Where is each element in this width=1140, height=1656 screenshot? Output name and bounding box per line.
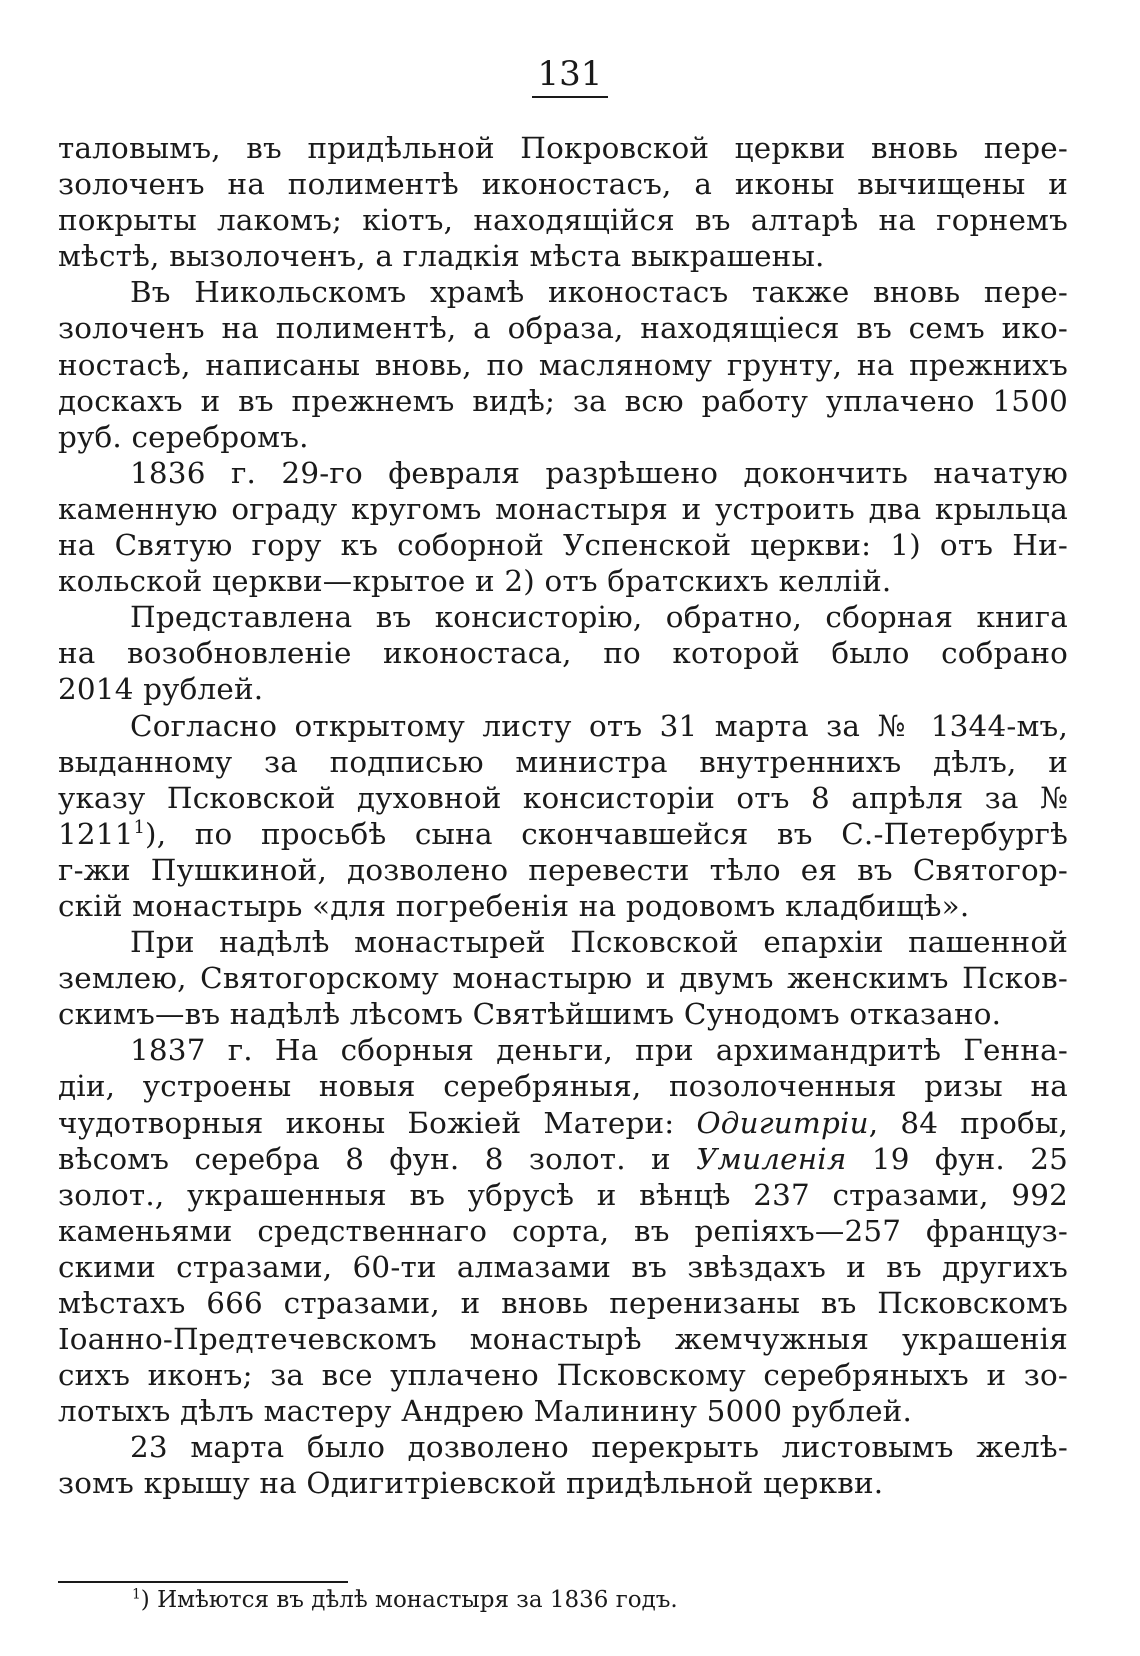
text-line: Согласно открытому листу отъ 31 марта за № 1344-мъ, [130,708,1068,743]
text-line: ностасѣ, написаны вновь, по масляному грунту, на прежнихъ [58,347,1068,382]
text-line: доскахъ и въ прежнемъ видѣ; за всю работу уплачено 1500 [58,383,1068,418]
footnote [132,1584,932,1616]
text-line [58,816,1068,852]
text-line: скій монастырь «для погребенія на родовомъ кладбищѣ». [58,888,970,923]
text-line: покрыты лакомъ; кіотъ, находящійся въ алтарѣ на горнемъ [58,203,1068,238]
text-fragment: ), по просьбѣ сына скончавшейся въ С.-Петербургѣ [145,816,1068,851]
text-line: каменную ограду кругомъ монастыря и устроить два крыльца [58,491,1068,526]
text-line: золоченъ на полиментѣ иконостасъ, а иконы вычищены и [58,167,1068,202]
text-line: 1837 г. На сборныя деньги, при архимандритѣ Генна- [130,1033,1068,1068]
text-line: 23 марта было дозволено перекрыть листовымъ желѣ- [130,1430,1068,1465]
text-line [58,1105,1068,1141]
text-line: г-жи Пушкиной, дозволено перевести тѣло ея въ Святогор- [58,852,1068,887]
footnote-divider [58,1581,348,1583]
text-line: на возобновленіе иконостаса, по которой было собрано [58,636,1068,671]
text-fragment: 19 фун. 25 [846,1141,1068,1176]
text-line: скимъ—въ надѣлѣ лѣсомъ Святѣйшимъ Сунодомъ отказано. [58,997,1002,1032]
text-line: діи, устроены новыя серебряныя, позолоченныя ризы на [58,1069,1068,1104]
text-line: скими стразами, 60-ти алмазами въ звѣздахъ и въ другихъ [58,1249,1068,1284]
text-fragment: вѣсомъ серебра 8 фун. 8 золот. и [58,1141,697,1176]
text-line: 2014 рублей. [58,672,264,707]
text-line: каменьями средственнаго сорта, въ репіяхъ—257 францyз- [58,1213,1068,1248]
text-line: лотыхъ дѣлъ мастеру Андрею Малинину 5000 рублей. [58,1394,913,1429]
text-line: землею, Святогорскому монастырю и двумъ женскимъ Псков- [58,961,1068,996]
icon-title-italic: Одигитріи [696,1105,869,1140]
text-fragment: , 84 пробы, [868,1105,1069,1140]
text-line: таловымъ, въ придѣльной Покровской церкви вновь пере- [58,131,1068,165]
text-line: мѣстѣ, вызолоченъ, а гладкія мѣста выкрашены. [58,239,825,274]
text-fragment: чудотворныя иконы Божіей Матери: [58,1105,697,1140]
text-line: Іоанно-Предтечевскомъ монастырѣ жемчужныя украшенія [58,1322,1068,1357]
text-line: мѣстахъ 666 стразами, и вновь перенизаны въ Псковскомъ [58,1286,1068,1320]
text-line: Въ Никольскомъ храмѣ иконостасъ также вновь пере- [130,275,1068,310]
footnote-reference: 1 [133,817,146,838]
text-line: Представлена въ консисторію, обратно, сборная книга [130,600,1068,635]
text-line: на Святую гору къ соборной Успенской церкви: 1) отъ Ни- [58,528,1068,563]
footnote-number: 1 [132,1586,141,1603]
icon-title-italic: Умиленія [696,1141,847,1176]
text-fragment: 1211 [58,816,134,851]
text-line: руб. серебромъ. [58,419,309,454]
text-line [58,1141,1068,1177]
text-line: кольской церкви—крытое и 2) отъ братскихъ келлій. [58,564,892,599]
footnote-text: ) Имѣются въ дѣлѣ монастыря за 1836 годъ. [140,1587,678,1613]
text-line: золот., украшенныя въ убрусѣ и вѣнцѣ 237 стразами, 992 [58,1177,1068,1212]
text-line: зомъ крышу на Одигитріевской придѣльной церкви. [58,1466,884,1501]
text-line: сихъ иконъ; за все уплачено Псковскому серебряныхъ и зо- [58,1358,1068,1393]
text-line: золоченъ на полиментѣ, а образа, находящіеся въ семъ ико- [58,311,1068,346]
text-line: выданному за подписью министра внутреннихъ дѣлъ, и [58,744,1068,779]
body-text [58,130,1068,1502]
text-line: 1836 г. 29-го февраля разрѣшено докончить начатую [130,455,1068,490]
page-number: 131 [0,52,1140,98]
text-line: указу Псковской духовной консисторіи отъ 8 апрѣля за № [58,780,1068,815]
text-line: При надѣлѣ монастырей Псковской епархіи пашенной [130,925,1068,960]
